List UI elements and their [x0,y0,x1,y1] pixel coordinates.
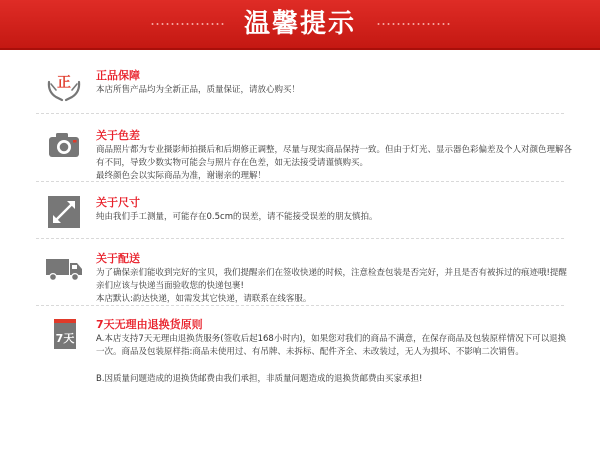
header-banner [0,0,600,50]
section-body [96,84,574,97]
section-title: 关于配送 [96,252,140,265]
seven-day-return-icon [45,317,83,351]
banner-dots-right [376,23,450,25]
page-title: 温馨提示 [243,9,356,39]
section-text: A.本店支持7天无理由退换货服务(签收后起168小时内)，如果您对我们的商品不满意，在保存商品及包装原样情况下可以退换一次。商品及包装原样指:商品未使用过、有吊牌、未拆标、配件齐全、未改装过，无人为损坏、不影响二次销售。 [96,334,567,357]
divider [36,305,564,306]
camera-icon [45,128,83,162]
truck-icon [45,251,83,285]
section-body [96,211,574,224]
divider [36,181,564,182]
divider [36,113,564,114]
section-body [96,267,574,306]
section-text: 为了确保亲们能收到完好的宝贝，我们提醒亲们在签收快递的时候，注意检查包装是否完好，并且是否有被拆过的痕迹哦!提醒亲们应该与快递当面验收您的快递包裹! [96,268,567,291]
section-body [96,144,574,183]
section-body [96,333,574,386]
section-title: 7天无理由退换货原则 [96,318,203,331]
section-text: 商品照片都为专业摄影师拍摄后和后期修正调整，尽量与现实商品保持一致。但由于灯光、显示器色彩偏差及个人对颜色理解各有不同，导致少数实物可能会与照片存在色差，如无法接受请谨慎购买。 [96,145,573,168]
section-text: 纯由我们手工测量，可能存在0.5cm的误差，请不能接受误差的朋友慎拍。 [96,212,378,222]
genuine-hands-icon [45,68,83,102]
genuine-icon-glyph: 正 [57,75,71,91]
section-text: 本店所售产品均为全新正品，质量保证，请放心购买！ [96,85,301,95]
section-title: 关于尺寸 [96,196,140,209]
section-title: 关于色差 [96,129,140,142]
resize-arrow-icon [45,195,83,229]
section-text: 本店默认:韵达快递，如需发其它快递，请联系在线客服。 [96,294,312,304]
section-title: 正品保障 [96,69,140,82]
section-text: 最终颜色会以实际商品为准，谢谢亲的理解！ [96,171,267,181]
seven-day-icon-glyph: 7天 [55,332,75,345]
divider [36,238,564,239]
section-text: B.因质量问题造成的退换货邮费由我们承担，非质量问题造成的退换货邮费由买家承担! [96,374,423,384]
